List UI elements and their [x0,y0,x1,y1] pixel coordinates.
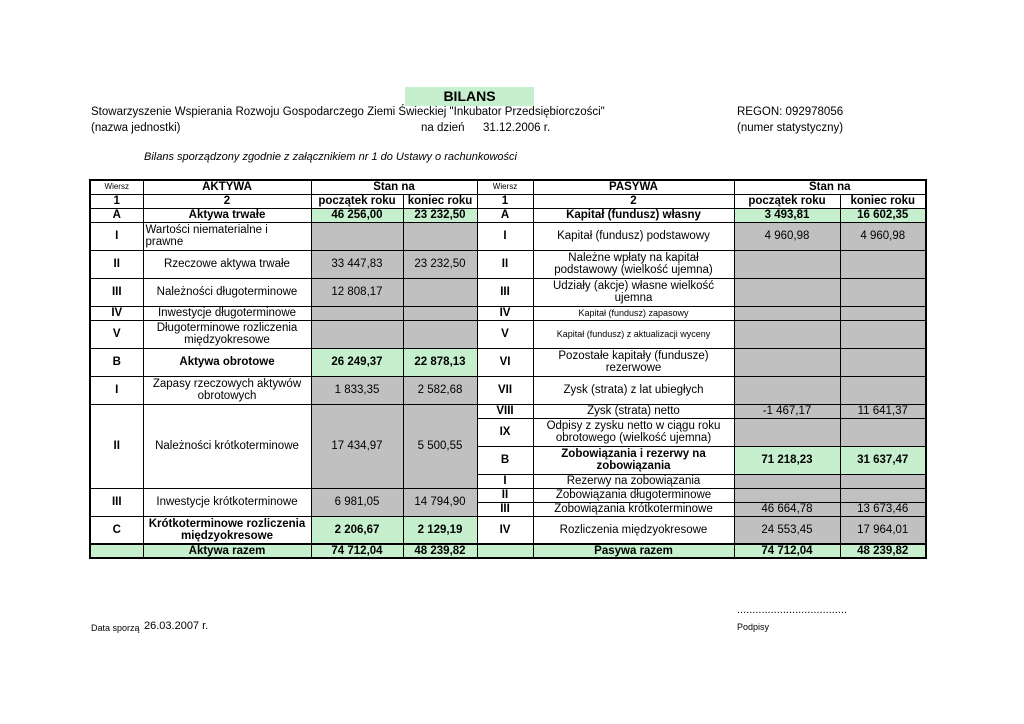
regon-label: (numer statystyczny) [737,122,844,134]
value-cell: 46 664,78 [734,502,840,516]
value-cell: 71 218,23 [734,446,840,474]
row-name: Zobowiązania długoterminowe [533,488,734,502]
row-name: Kapitał (fundusz) zapasowy [533,306,734,320]
row-label: IV [477,306,533,320]
row-label: I [477,222,533,250]
col-koniec: koniec roku [403,194,477,208]
value-cell: -1 467,17 [734,404,840,418]
value-cell: 14 794,90 [403,488,477,516]
signature-label: Podpisy [737,622,770,632]
row-label: IV [90,306,143,320]
row-name: Pozostałe kapitały (fundusze) rezerwowe [533,348,734,376]
row-label: IV [477,516,533,544]
unit-label: (nazwa jednostki) [91,122,181,134]
table-row [90,404,926,418]
value-cell [403,222,477,250]
row-name: Rozliczenia międzyokresowe [533,516,734,544]
row-label: II [90,250,143,278]
row-label: III [90,488,143,516]
value-cell: 31 637,47 [840,446,926,474]
signature-line: .................................... [737,604,848,616]
header-wiersz: Wiersz [477,180,533,194]
value-cell [734,278,840,306]
page-title: BILANS [405,87,534,106]
row-label: IX [477,418,533,446]
row-label: II [90,404,143,488]
row-label: I [477,474,533,488]
value-cell: 6 981,05 [311,488,403,516]
row-name: Udziały (akcje) własne wielkość ujemna [533,278,734,306]
row-name: Należności długoterminowe [143,278,311,306]
value-cell: 26 249,37 [311,348,403,376]
value-cell: 5 500,55 [403,404,477,488]
value-cell [840,488,926,502]
date-value: 26.03.2007 r. [144,620,209,632]
col-number: 1 [477,194,533,208]
row-name: Zobowiązania i rezerwy na zobowiązania [533,446,734,474]
row-label: III [90,278,143,306]
value-cell [403,278,477,306]
row-label: B [90,348,143,376]
row-label: I [90,376,143,404]
value-cell [840,376,926,404]
value-cell: 1 833,35 [311,376,403,404]
row-label: II [477,250,533,278]
row-name: Rzeczowe aktywa trwałe [143,250,311,278]
pasywa-razem-koniec: 48 239,82 [840,544,926,558]
value-cell [734,320,840,348]
col-poczatek: początek roku [311,194,403,208]
value-cell: 11 641,37 [840,404,926,418]
row-name: Należne wpłaty na kapitał podstawowy (wielkość ujemna) [533,250,734,278]
table-row [90,376,926,404]
date-prefix: na dzień [421,122,465,134]
row-name: Aktywa trwałe [143,208,311,222]
row-name: Wartości niematerialne i prawne [143,222,311,250]
row-name: Należności krótkoterminowe [143,404,311,488]
row-label: VI [477,348,533,376]
value-cell: 4 960,98 [734,222,840,250]
totals-blank [477,544,533,558]
row-name: Rezerwy na zobowiązania [533,474,734,488]
row-label: III [477,502,533,516]
value-cell [840,348,926,376]
value-cell: 2 129,19 [403,516,477,544]
value-cell [840,278,926,306]
row-name: Zapasy rzeczowych aktywów obrotowych [143,376,311,404]
value-cell [734,376,840,404]
header-stan-na: Stan na [311,180,477,194]
row-name: Odpisy z zysku netto w ciągu roku obrotowego (wielkość ujemna) [533,418,734,446]
row-label: V [477,320,533,348]
value-cell [734,306,840,320]
row-name: Kapitał (fundusz) podstawowy [533,222,734,250]
row-label: VIII [477,404,533,418]
value-cell [734,348,840,376]
value-cell: 2 582,68 [403,376,477,404]
unit-name: Stowarzyszenie Wspierania Rozwoju Gospodarczego Ziemi Świeckiej "Inkubator Przedsiębiorczości" [91,106,605,118]
table-row [90,348,926,376]
value-cell [311,320,403,348]
row-label: VII [477,376,533,404]
value-cell: 23 232,50 [403,250,477,278]
value-cell: 2 206,67 [311,516,403,544]
row-name: Długoterminowe rozliczenia międzyokresowe [143,320,311,348]
value-cell: 23 232,50 [403,208,477,222]
table-row [90,320,926,348]
row-label: V [90,320,143,348]
value-cell [840,474,926,488]
row-label: B [477,446,533,474]
row-name: Krótkoterminowe rozliczenia międzyokresowe [143,516,311,544]
pasywa-razem-poczatek: 74 712,04 [734,544,840,558]
value-cell: 12 808,17 [311,278,403,306]
balance-table [89,179,927,559]
col-number: 2 [533,194,734,208]
row-name: Zysk (strata) netto [533,404,734,418]
value-cell [734,488,840,502]
balance-date: 31.12.2006 r. [483,122,551,134]
table-row [90,306,926,320]
row-name: Zobowiązania krótkoterminowe [533,502,734,516]
row-label: I [90,222,143,250]
row-name: Aktywa obrotowe [143,348,311,376]
row-label: A [477,208,533,222]
table-row [90,488,926,502]
value-cell [311,306,403,320]
value-cell: 4 960,98 [840,222,926,250]
value-cell [734,474,840,488]
table-row [90,208,926,222]
row-label: A [90,208,143,222]
value-cell: 33 447,83 [311,250,403,278]
row-label: C [90,516,143,544]
col-number: 1 [90,194,143,208]
value-cell: 46 256,00 [311,208,403,222]
value-cell [840,418,926,446]
value-cell [311,222,403,250]
value-cell: 17 964,01 [840,516,926,544]
row-label: II [477,488,533,502]
totals-row [90,544,926,558]
row-name: Inwestycje długoterminowe [143,306,311,320]
value-cell: 22 878,13 [403,348,477,376]
pasywa-razem-label: Pasywa razem [533,544,734,558]
row-name: Zysk (strata) z lat ubiegłych [533,376,734,404]
row-name: Kapitał (fundusz) z aktualizacji wyceny [533,320,734,348]
date-label: Data sporzą [91,623,140,633]
value-cell [403,306,477,320]
value-cell: 17 434,97 [311,404,403,488]
table-row [90,516,926,544]
table-row [90,250,926,278]
value-cell [840,250,926,278]
aktywa-razem-poczatek: 74 712,04 [311,544,403,558]
value-cell [840,320,926,348]
row-name: Kapitał (fundusz) własny [533,208,734,222]
value-cell: 3 493,81 [734,208,840,222]
header-aktywa: AKTYWA [143,180,311,194]
col-koniec: koniec roku [840,194,926,208]
value-cell [734,250,840,278]
header-stan-na: Stan na [734,180,926,194]
value-cell [840,306,926,320]
regon: REGON: 092978056 [737,106,844,118]
value-cell: 24 553,45 [734,516,840,544]
header-wiersz: Wiersz [90,180,143,194]
totals-blank [90,544,143,558]
header-row [90,180,926,194]
header-row-2 [90,194,926,208]
col-number: 2 [143,194,311,208]
aktywa-razem-koniec: 48 239,82 [403,544,477,558]
row-label: III [477,278,533,306]
value-cell: 13 673,46 [840,502,926,516]
table-row [90,278,926,306]
header-pasywa: PASYWA [533,180,734,194]
aktywa-razem-label: Aktywa razem [143,544,311,558]
value-cell [734,418,840,446]
table-row [90,222,926,250]
value-cell: 16 602,35 [840,208,926,222]
value-cell [403,320,477,348]
col-poczatek: początek roku [734,194,840,208]
legal-note: Bilans sporządzony zgodnie z załącznikiem nr 1 do Ustawy o rachunkowości [144,151,517,163]
row-name: Inwestycje krótkoterminowe [143,488,311,516]
